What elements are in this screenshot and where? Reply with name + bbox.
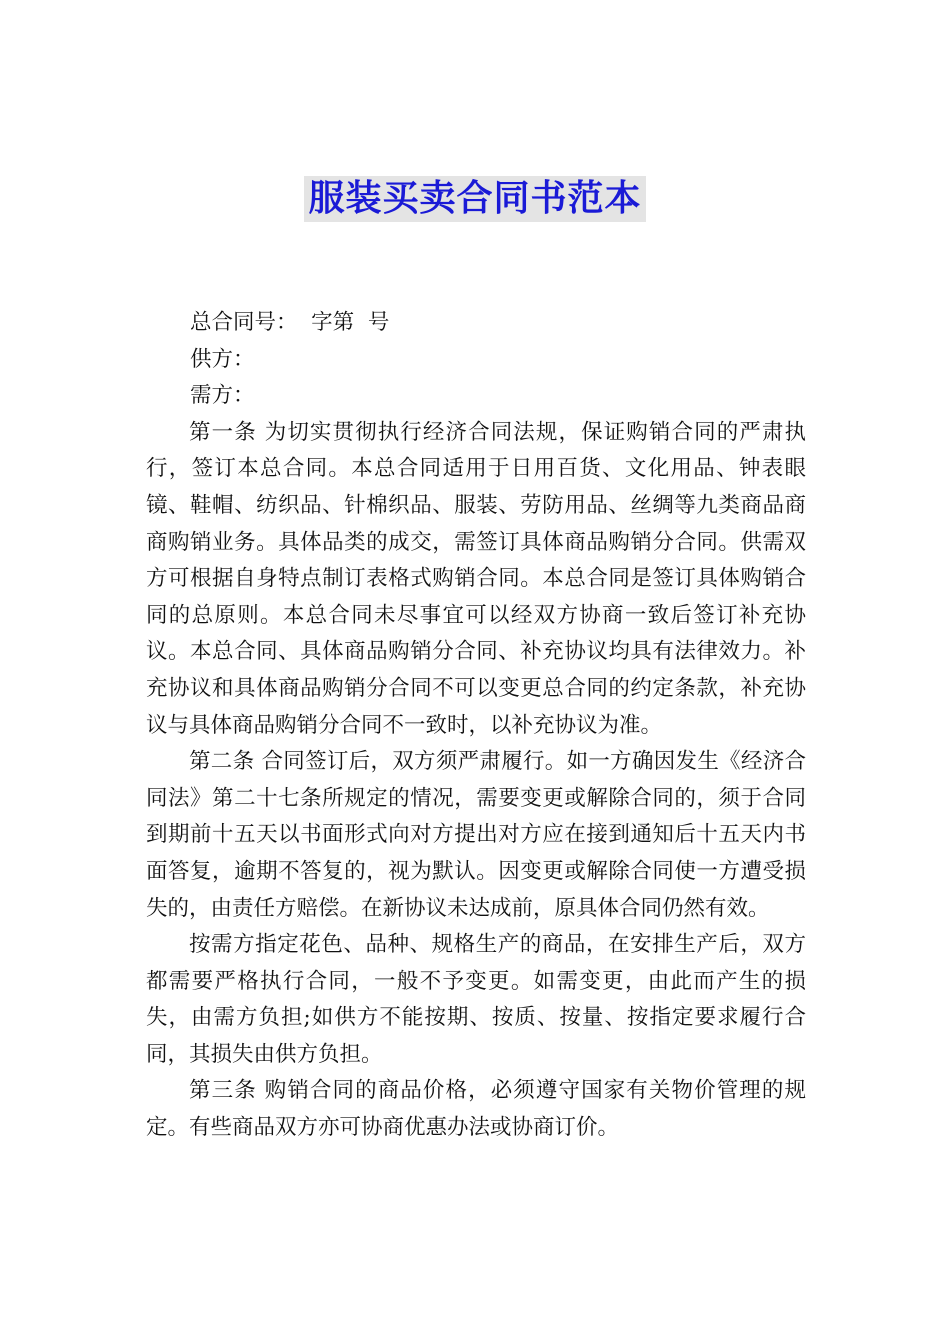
contract-number-line: 总合同号： 字第 号	[190, 310, 390, 335]
supplier-line: 供方：	[190, 346, 255, 372]
article-1-paragraph: 第一条 为切实贯彻执行经济合同法规，保证购销合同的严肃执行，签订本总合同。本总合同适用于日用百货、文化用品、钟表眼镜、鞋帽、纺织品、针棉织品、服装、劳防用品、丝绸等九类商品商商购销业务。具体品类的成交，需签订具体商品购销分合同。供需双方可根据自身特点制订表格式购销合同。本总合同是签订具体购销合同的总原则。本总合同未尽事宜可以经双方协商一致后签订补充协议。本总合同、具体商品购销分合同、补充协议均具有法律效力。补充协议和具体商品购销分合同不可以变更总合同的约定条款，补充协议与具体商品购销分合同不一致时，以补充协议为准。	[146, 419, 806, 738]
custom-order-paragraph: 按需方指定花色、品种、规格生产的商品，在安排生产后，双方都需要严格执行合同，一般不予变更。如需变更，由此而产生的损失，由需方负担;如供方不能按期、按质、按量、按指定要求履行合同，其损失由供方负担。	[146, 932, 806, 1067]
document-body	[146, 305, 806, 1147]
buyer-line: 需方：	[190, 383, 255, 409]
document-title: 服装买卖合同书范本	[304, 176, 645, 222]
article-2-paragraph: 第二条 合同签订后，双方须严肃履行。如一方确因发生《经济合同法》第二十七条所规定的情况，需要变更或解除合同的，须于合同到期前十五天以书面形式向对方提出对方应在接到通知后十五天内书面答复，逾期不答复的，视为默认。因变更或解除合同使一方遭受损失的，由责任方赔偿。在新协议未达成前，原具体合同仍然有效。	[146, 749, 806, 921]
article-3-paragraph: 第三条 购销合同的商品价格，必须遵守国家有关物价管理的规定。有些商品双方亦可协商优惠办法或协商订价。	[146, 1078, 806, 1141]
title-container	[0, 176, 950, 222]
